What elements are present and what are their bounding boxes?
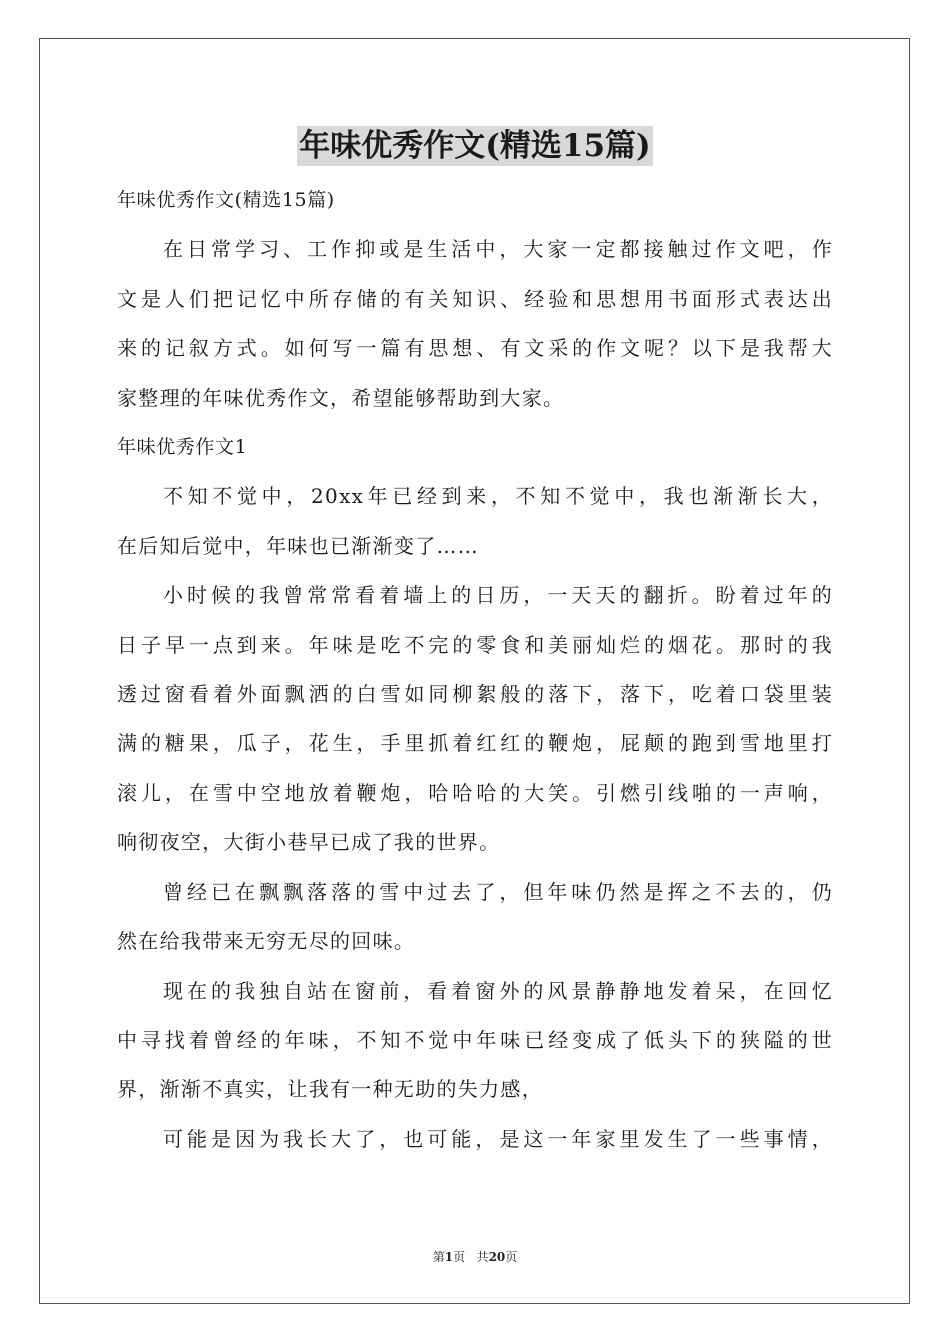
paragraph-line: 在后知后觉中，年味也已渐渐变了…… — [117, 533, 480, 558]
paragraph-line: 中寻找着曾经的年味，不知不觉中年味已经变成了低头下的狭隘的世 — [117, 1027, 833, 1052]
footer-total-prefix: 共 — [476, 1250, 489, 1264]
footer-total-suffix: 页 — [505, 1250, 518, 1264]
paragraph-line: 满的糖果，瓜子，花生，手里抓着红红的鞭炮，屁颠的跑到雪地里打 — [117, 731, 833, 756]
paragraph-line: 小时候的我曾常常看着墙上的日历，一天天的翻折。盼着过年的 — [163, 583, 833, 608]
subtitle-line: 年味优秀作文(精选15篇) — [117, 189, 335, 211]
footer-page-number: 1 — [444, 1250, 454, 1264]
page-footer — [0, 1249, 950, 1265]
footer-page-suffix: 页 — [453, 1250, 466, 1264]
paragraph-line: 家整理的年味优秀作文，希望能够帮助到大家。 — [117, 385, 565, 410]
paragraph-line: 现在的我独自站在窗前，看着窗外的风景静静地发着呆，在回忆 — [163, 978, 833, 1003]
section-heading: 年味优秀作文1 — [117, 436, 248, 459]
paragraph-line: 文是人们把记忆中所存储的有关知识、经验和思想用书面形式表达出 — [117, 286, 833, 311]
paragraph-line: 来的记叙方式。如何写一篇有思想、有文采的作文呢？以下是我帮大 — [117, 336, 833, 361]
paragraph-line: 透过窗看着外面飘洒的白雪如同柳絮般的落下，落下，吃着口袋里装 — [117, 682, 833, 707]
document-title: 年味优秀作文(精选15篇) — [299, 128, 651, 164]
paragraph-line: 可能是因为我长大了，也可能，是这一年家里发生了一些事情， — [163, 1126, 833, 1151]
paragraph-line: 滚儿，在雪中空地放着鞭炮，哈哈哈的大笑。引燃引线啪的一声响， — [117, 780, 833, 805]
footer-total-pages: 20 — [488, 1250, 506, 1264]
paragraph-line: 不知不觉中，20xx年已经到来，不知不觉中，我也渐渐长大， — [163, 484, 833, 509]
paragraph-line: 然在给我带来无穷无尽的回味。 — [117, 929, 416, 954]
title-container — [0, 126, 950, 166]
paragraph-line: 响彻夜空，大街小巷早已成了我的世界。 — [117, 830, 501, 855]
document-body — [117, 176, 833, 1164]
footer-prefix: 第 — [432, 1250, 445, 1264]
paragraph-line: 日子早一点到来。年味是吃不完的零食和美丽灿烂的烟花。那时的我 — [117, 632, 833, 657]
paragraph-line: 曾经已在飘飘落落的雪中过去了，但年味仍然是挥之不去的，仍 — [163, 879, 833, 904]
paragraph-line: 界，渐渐不真实，让我有一种无助的失力感， — [117, 1077, 543, 1102]
paragraph-line: 在日常学习、工作抑或是生活中，大家一定都接触过作文吧，作 — [163, 237, 833, 262]
